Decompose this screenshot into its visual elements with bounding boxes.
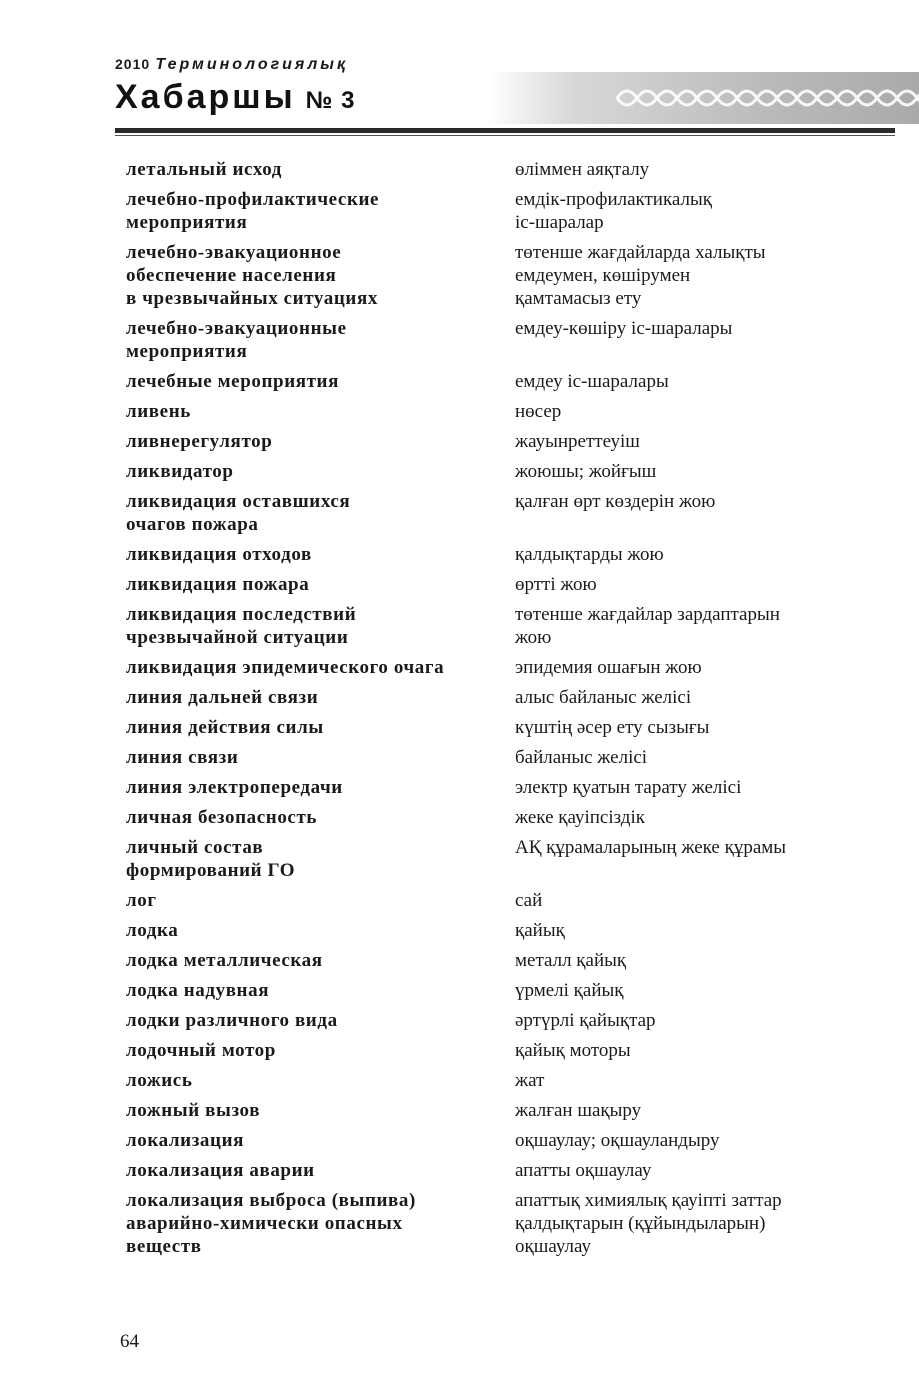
term-kazakh: төтенше жағдайларда халықты емдеумен, көшірумен қамтамасыз ету xyxy=(515,242,766,309)
glossary-row xyxy=(126,430,886,460)
header-title-line xyxy=(115,78,355,117)
term-russian: ликвидация пожара xyxy=(126,574,310,595)
term-kazakh: өртті жою xyxy=(515,574,597,595)
term-kazakh: жат xyxy=(515,1070,545,1091)
header-year: 2010 xyxy=(115,56,151,72)
term-russian: личная безопасность xyxy=(126,807,318,828)
term-kazakh: апаттық химиялық қауіпті заттар қалдықтарын (құйындыларын) оқшаулау xyxy=(515,1190,782,1257)
term-kazakh: жоюшы; жойғыш xyxy=(515,461,657,482)
glossary-row xyxy=(126,603,886,656)
glossary-row xyxy=(126,1189,886,1265)
term-russian: ливнерегулятор xyxy=(126,431,273,452)
term-kazakh: байланыс желісі xyxy=(515,747,648,768)
term-kazakh: қайық xyxy=(515,920,565,941)
glossary-row xyxy=(126,776,886,806)
glossary-row xyxy=(126,573,886,603)
term-russian: лечебные мероприятия xyxy=(126,371,339,392)
term-kazakh: әртүрлі қайықтар xyxy=(515,1010,656,1031)
term-kazakh: күштің әсер ету сызығы xyxy=(515,717,710,738)
glossary-row xyxy=(126,746,886,776)
glossary-row xyxy=(126,1009,886,1039)
glossary-row xyxy=(126,1039,886,1069)
term-kazakh: емдік-профилактикалық іс-шаралар xyxy=(515,189,712,233)
glossary-row xyxy=(126,686,886,716)
term-kazakh: жеке қауіпсіздік xyxy=(515,807,645,828)
glossary-row xyxy=(126,806,886,836)
term-kazakh: қайық моторы xyxy=(515,1040,631,1061)
term-russian: линия действия силы xyxy=(126,717,324,738)
term-russian: ливень xyxy=(126,401,191,422)
term-russian: локализация xyxy=(126,1130,245,1151)
glossary-row xyxy=(126,716,886,746)
term-kazakh: эпидемия ошағын жою xyxy=(515,657,702,678)
glossary-row xyxy=(126,460,886,490)
term-kazakh: емдеу іс-шаралары xyxy=(515,371,669,392)
term-russian: линия электропередачи xyxy=(126,777,343,798)
term-kazakh: жалған шақыру xyxy=(515,1100,642,1121)
term-russian: лодка xyxy=(126,920,179,941)
term-kazakh: апатты оқшаулау xyxy=(515,1160,652,1181)
glossary-row xyxy=(126,188,886,241)
glossary-row xyxy=(126,1159,886,1189)
term-russian: ликвидация отходов xyxy=(126,544,312,565)
term-russian: ликвидация эпидемического очага xyxy=(126,657,445,678)
term-russian: ликвидатор xyxy=(126,461,234,482)
glossary-row xyxy=(126,889,886,919)
term-russian: ликвидация последствий чрезвычайной ситуации xyxy=(126,604,357,648)
glossary-row xyxy=(126,949,886,979)
term-russian: лодки различного вида xyxy=(126,1010,338,1031)
glossary-row xyxy=(126,656,886,686)
term-kazakh: электр қуатын тарату желісі xyxy=(515,777,742,798)
glossary-row xyxy=(126,400,886,430)
glossary-row xyxy=(126,836,886,889)
glossary-row xyxy=(126,1069,886,1099)
header-issue: № 3 xyxy=(305,87,356,114)
ornament-band-icon xyxy=(487,72,919,124)
glossary-row xyxy=(126,158,886,188)
term-russian: лечебно-эвакуационные мероприятия xyxy=(126,318,347,362)
term-kazakh: АҚ құрамаларының жеке құрамы xyxy=(515,837,787,858)
term-russian: локализация выброса (выпива) аварийно-химически опасных веществ xyxy=(126,1190,416,1257)
glossary-row xyxy=(126,543,886,573)
glossary-row xyxy=(126,919,886,949)
term-kazakh: сай xyxy=(515,890,543,911)
term-kazakh: оқшаулау; оқшауландыру xyxy=(515,1130,720,1151)
term-russian: линия дальней связи xyxy=(126,687,319,708)
term-kazakh: өліммен аяқталу xyxy=(515,159,650,180)
term-kazakh: үрмелі қайық xyxy=(515,980,624,1001)
term-russian: лог xyxy=(126,890,157,911)
glossary-row xyxy=(126,490,886,543)
term-russian: ложный вызов xyxy=(126,1100,261,1121)
term-russian: ложись xyxy=(126,1070,193,1091)
term-russian: личный состав формирований ГО xyxy=(126,837,296,881)
header-title: Хабаршы xyxy=(115,78,296,116)
term-kazakh: алыс байланыс желісі xyxy=(515,687,692,708)
glossary-entries xyxy=(126,158,886,1265)
page-number: 64 xyxy=(120,1331,139,1352)
term-kazakh: қалған өрт көздерін жою xyxy=(515,491,716,512)
term-russian: лодка металлическая xyxy=(126,950,323,971)
term-kazakh: нөсер xyxy=(515,401,562,422)
term-russian: ликвидация оставшихся очагов пожара xyxy=(126,491,351,535)
term-kazakh: жауынреттеуіш xyxy=(515,431,640,452)
page-header xyxy=(115,52,895,132)
term-kazakh: қалдықтарды жою xyxy=(515,544,664,565)
header-rule-thin xyxy=(115,135,895,136)
glossary-row xyxy=(126,370,886,400)
glossary-row xyxy=(126,979,886,1009)
term-russian: лечебно-профилактические мероприятия xyxy=(126,189,380,233)
term-russian: летальный исход xyxy=(126,159,282,180)
term-kazakh: төтенше жағдайлар зардаптарын жою xyxy=(515,604,780,648)
term-russian: лодочный мотор xyxy=(126,1040,276,1061)
header-rule xyxy=(115,128,895,133)
glossary-row xyxy=(126,1129,886,1159)
term-russian: локализация аварии xyxy=(126,1160,315,1181)
glossary-row xyxy=(126,241,886,317)
term-russian: лечебно-эвакуационное обеспечение населения в чрезвычайных ситуациях xyxy=(126,242,378,309)
term-kazakh: металл қайық xyxy=(515,950,627,971)
header-top-line xyxy=(115,54,348,74)
glossary-row xyxy=(126,317,886,370)
term-kazakh: емдеу-көшіру іс-шаралары xyxy=(515,318,733,339)
header-journal: Терминологиялық xyxy=(155,56,349,73)
term-russian: лодка надувная xyxy=(126,980,270,1001)
glossary-row xyxy=(126,1099,886,1129)
term-russian: линия связи xyxy=(126,747,239,768)
